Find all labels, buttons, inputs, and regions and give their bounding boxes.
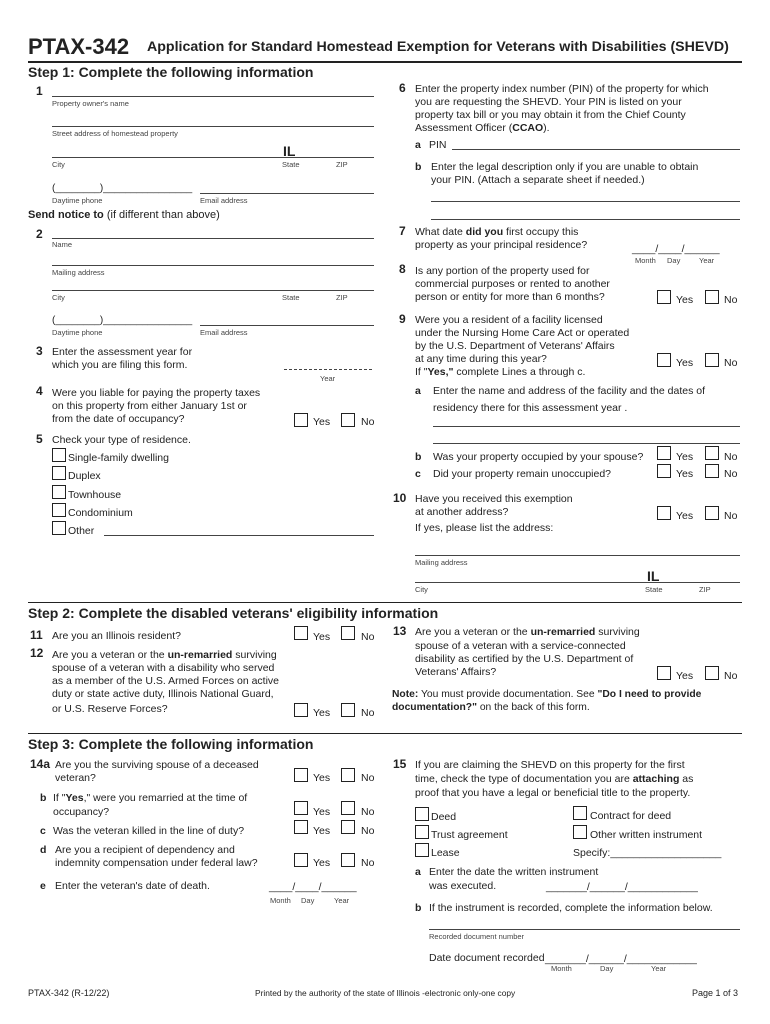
q9-if-yes: [415, 366, 585, 380]
q9b-no-label: No: [724, 451, 738, 463]
facility-input-1[interactable]: [433, 426, 740, 427]
q10-zip-label: ZIP: [699, 585, 711, 594]
occupancy-date-input[interactable]: ____/____/______: [632, 243, 720, 255]
note-link-a: "Do I need to provide: [597, 689, 702, 700]
q15a-text-a: Enter the date the written instrument: [429, 866, 599, 878]
year-label: Year: [320, 374, 336, 383]
doc-contract-checkbox[interactable]: [573, 806, 587, 820]
q4-yes-label: Yes: [313, 416, 331, 428]
q7-text-b: property as your principal residence?: [415, 239, 588, 251]
q14d-letter: d: [40, 844, 47, 856]
q10-state-label: State: [645, 585, 663, 594]
q5-number: 5: [36, 432, 43, 446]
q9-line-4: at any time during this year?: [415, 353, 547, 365]
q11-number: 11: [30, 628, 43, 642]
q13-no-checkbox[interactable]: [705, 666, 719, 680]
q13-line-3: disability as certified by the U.S. Department of: [415, 653, 634, 665]
q7-number: 7: [399, 224, 406, 238]
state-label: State: [282, 160, 300, 169]
q9c-no-label: No: [724, 468, 738, 480]
q10-line-2: at another address?: [415, 506, 509, 518]
notice-email-label: Email address: [200, 328, 248, 337]
q14d-text-a: Are you a recipient of dependency and: [55, 844, 235, 856]
header-rule: [28, 61, 742, 63]
q8-yes-label: Yes: [676, 294, 694, 306]
q9b-yes-checkbox[interactable]: [657, 446, 671, 460]
q6a-letter: a: [415, 139, 421, 151]
doc-contract-label: Contract for deed: [590, 810, 672, 822]
residence-other-checkbox[interactable]: [52, 521, 66, 535]
email-input[interactable]: [200, 193, 374, 194]
q14b-text-a1: If ": [53, 792, 66, 804]
q6-ccao: CCAO: [512, 122, 544, 134]
q12-text-a2: un-remarried: [167, 649, 233, 661]
q15-number: 15: [393, 757, 407, 771]
death-year-label: Year: [334, 896, 350, 905]
q8-number: 8: [399, 262, 406, 276]
q12-line-4: duty or state active duty, Illinois National Guard,: [52, 688, 274, 700]
residence-other-input[interactable]: [104, 535, 374, 536]
residence-condominium-checkbox[interactable]: [52, 503, 66, 517]
q14a-no-label: No: [361, 772, 375, 784]
daytime-phone-input[interactable]: (________)________________: [52, 183, 193, 194]
q9c-no-checkbox[interactable]: [705, 464, 719, 478]
q13-no-label: No: [724, 670, 738, 682]
executed-date-input[interactable]: _______/______/____________: [546, 881, 698, 893]
legal-description-input-1[interactable]: [431, 201, 740, 202]
q4-yes-checkbox[interactable]: [294, 413, 308, 427]
footer-printed: Printed by the authority of the state of Illinois -electronic only-one copy: [255, 988, 516, 998]
q12-line-5: or U.S. Reserve Forces?: [52, 703, 168, 715]
q9c-letter: c: [415, 468, 421, 480]
q9b-no-checkbox[interactable]: [705, 446, 719, 460]
q7-text-a3: first occupy this: [503, 226, 579, 238]
q13-yes-checkbox[interactable]: [657, 666, 671, 680]
q11-yes-label: Yes: [313, 631, 331, 643]
step2-rule: [28, 602, 742, 603]
step3-rule: [28, 733, 742, 734]
q6-line-4a: Assessment Officer (: [415, 122, 513, 134]
q9-yes-checkbox[interactable]: [657, 353, 671, 367]
q14c-text: Was the veteran killed in the line of duty?: [53, 825, 245, 837]
q12-line-3: as a member of the U.S. Armed Forces on active: [52, 675, 280, 687]
q6-line-4c: ).: [543, 122, 550, 134]
q13-number: 13: [393, 624, 407, 638]
q12-text-a3: surviving: [232, 649, 277, 661]
q6-line-3: property tax bill or you may obtain it from the Chief County: [415, 109, 686, 121]
q6-number: 6: [399, 81, 406, 95]
doc-lease-checkbox[interactable]: [415, 843, 429, 857]
q6b-text-a: Enter the legal description only if you are unable to obtain: [431, 161, 699, 173]
q10-yes-label: Yes: [676, 510, 694, 522]
q1-number: 1: [36, 84, 43, 98]
q7-day-label: Day: [667, 256, 681, 265]
footer-form-rev: PTAX-342 (R-12/22): [28, 988, 110, 998]
q14a-text-b: veteran?: [55, 772, 96, 784]
notice-city-input[interactable]: [52, 290, 374, 291]
q3-number: 3: [36, 344, 43, 358]
q6-line-1: Enter the property index number (PIN) of the property for which: [415, 83, 709, 95]
owner-name-label: Property owner's name: [52, 99, 129, 108]
q14c-no-label: No: [361, 825, 375, 837]
daytime-phone-label: Daytime phone: [52, 196, 103, 205]
q14a-number: 14a: [30, 757, 51, 771]
q8-line-1: Is any portion of the property used for: [415, 265, 590, 277]
notice-state-label: State: [282, 293, 300, 302]
q8-yes-checkbox[interactable]: [657, 290, 671, 304]
q9c-yes-checkbox[interactable]: [657, 464, 671, 478]
q10-no-label: No: [724, 510, 738, 522]
send-notice-heading: [28, 209, 220, 223]
q9-if-a: If ": [415, 366, 428, 378]
documentation-note: [392, 688, 701, 702]
notice-email-input[interactable]: [200, 325, 374, 326]
rec-month-label: Month: [551, 964, 572, 973]
specify-input[interactable]: Specify:___________________: [573, 847, 722, 859]
q13-text-a1: Are you a veteran or the: [415, 626, 531, 638]
q8-no-checkbox[interactable]: [705, 290, 719, 304]
residence-single-family-checkbox[interactable]: [52, 448, 66, 462]
doc-trust-label: Trust agreement: [431, 829, 508, 841]
notice-mailing-input[interactable]: [52, 265, 374, 266]
q14d-yes-checkbox[interactable]: [294, 853, 308, 867]
notice-zip-label: ZIP: [336, 293, 348, 302]
q12-yes-label: Yes: [313, 707, 331, 719]
q12-text-a1: Are you a veteran or the: [52, 649, 168, 661]
q11-text: Are you an Illinois resident?: [52, 630, 181, 642]
notice-name-input[interactable]: [52, 238, 374, 239]
q9-if-c: complete Lines a through c.: [453, 366, 586, 378]
q14e-letter: e: [40, 880, 46, 892]
q6b-text-b: your PIN. (Attach a separate sheet if needed.): [431, 174, 645, 186]
q10-line-3: If yes, please list the address:: [415, 522, 554, 534]
q12-yes-checkbox[interactable]: [294, 703, 308, 717]
residence-condominium-label: Condominium: [68, 507, 133, 519]
q14d-no-label: No: [361, 857, 375, 869]
q10-city-label: City: [415, 585, 428, 594]
q13-line-4: Veterans' Affairs?: [415, 666, 497, 678]
street-address-label: Street address of homestead property: [52, 129, 178, 138]
q15b-letter: b: [415, 902, 422, 914]
q7-text-a1: What date: [415, 226, 466, 238]
q4-no-label: No: [361, 416, 375, 428]
death-date-input[interactable]: ____/____/______: [269, 881, 357, 893]
q15-text-a: If you are claiming the SHEVD on this property for the first: [415, 759, 685, 771]
residence-townhouse-checkbox[interactable]: [52, 485, 66, 499]
q14a-no-checkbox[interactable]: [341, 768, 355, 782]
state-value: IL: [283, 143, 296, 159]
q9-line-1: Were you a resident of a facility licensed: [415, 314, 603, 326]
notice-phone-input[interactable]: (________)________________: [52, 315, 193, 326]
q7-month-label: Month: [635, 256, 656, 265]
date-recorded-label: Date document recorded: [429, 952, 545, 964]
doc-other-checkbox[interactable]: [573, 825, 587, 839]
step1-heading: Step 1: Complete the following information: [28, 64, 314, 80]
footer-page: Page 1 of 3: [692, 988, 739, 998]
q10-mailing-label: Mailing address: [415, 558, 468, 567]
q8-no-label: No: [724, 294, 738, 306]
q13-text-a3: surviving: [595, 626, 640, 638]
doc-lease-label: Lease: [431, 847, 460, 859]
pin-input[interactable]: [452, 149, 740, 150]
residence-single-family-label: Single-family dwelling: [68, 452, 169, 464]
q10-number: 10: [393, 491, 407, 505]
form-title: Application for Standard Homestead Exemption for Veterans with Disabilities (SHEVD): [147, 39, 729, 55]
q14a-yes-label: Yes: [313, 772, 331, 784]
q13-yes-label: Yes: [676, 670, 694, 682]
q11-yes-checkbox[interactable]: [294, 626, 308, 640]
q14d-yes-label: Yes: [313, 857, 331, 869]
q3-text-a: Enter the assessment year for: [52, 346, 193, 358]
residence-duplex-label: Duplex: [68, 470, 101, 482]
date-recorded-input[interactable]: _______/______/____________: [545, 953, 697, 965]
doc-trust-checkbox[interactable]: [415, 825, 429, 839]
q14c-yes-checkbox[interactable]: [294, 820, 308, 834]
email-label: Email address: [200, 196, 248, 205]
recorded-doc-input[interactable]: [429, 929, 740, 930]
legal-description-input-2[interactable]: [431, 219, 740, 220]
q14d-text-b: indemnity compensation under federal law?: [55, 857, 258, 869]
q8-line-3: person or entity for more than 6 months?: [415, 291, 605, 303]
step2-heading: Step 2: Complete the disabled veterans' eligibility information: [28, 605, 439, 621]
q15a-letter: a: [415, 866, 421, 878]
q10-line-1: Have you received this exemption: [415, 493, 573, 505]
q14e-text: Enter the veteran's date of death.: [55, 880, 210, 892]
q10-city-input[interactable]: [415, 582, 740, 583]
q15-text-b: [415, 773, 693, 787]
q4-text-c: from the date of occupancy?: [52, 413, 185, 425]
q9-no-checkbox[interactable]: [705, 353, 719, 367]
q14a-text-a: Are you the surviving spouse of a deceased: [55, 759, 259, 771]
zip-label: ZIP: [336, 160, 348, 169]
doc-deed-checkbox[interactable]: [415, 807, 429, 821]
q15b-text: If the instrument is recorded, complete the information below.: [429, 902, 713, 914]
notice-city-label: City: [52, 293, 65, 302]
q11-no-label: No: [361, 631, 375, 643]
doc-deed-label: Deed: [431, 811, 457, 823]
residence-other-label: Other: [68, 525, 95, 537]
q14b-text-a3: ," were you remarried at the time of: [83, 792, 248, 804]
q13-text-a2: un-remarried: [530, 626, 596, 638]
street-address-input[interactable]: [52, 126, 374, 127]
q15-text-c: proof that you have a legal or beneficial title to the property.: [415, 787, 691, 799]
rec-day-label: Day: [600, 964, 614, 973]
q10-no-checkbox[interactable]: [705, 506, 719, 520]
q9-no-label: No: [724, 357, 738, 369]
q9b-text: Was your property occupied by your spouse?: [433, 451, 644, 463]
q14b-text-a: [53, 792, 247, 806]
q12-number: 12: [30, 646, 44, 660]
rec-year-label: Year: [651, 964, 667, 973]
q7-year-label: Year: [699, 256, 715, 265]
q14b-text-b: occupancy?: [53, 806, 110, 818]
q9a-text-b: residency there for this assessment year .: [433, 402, 628, 414]
q9c-yes-label: Yes: [676, 468, 694, 480]
residence-duplex-checkbox[interactable]: [52, 466, 66, 480]
note-bold: Note:: [392, 689, 419, 700]
q15-text-b3: as: [679, 773, 694, 785]
q12-line-2: spouse of a veteran with a disability who served: [52, 662, 275, 674]
q11-no-checkbox[interactable]: [341, 626, 355, 640]
form-id: PTAX-342: [28, 34, 130, 59]
q4-number: 4: [36, 384, 43, 398]
notice-name-label: Name: [52, 240, 73, 249]
q9b-yes-label: Yes: [676, 451, 694, 463]
q15-text-b1: time, check the type of documentation you are: [415, 773, 633, 785]
assessment-year-input[interactable]: [284, 369, 372, 370]
q6b-letter: b: [415, 161, 422, 173]
notice-phone-label: Daytime phone: [52, 328, 103, 337]
q4-text-a: Were you liable for paying the property taxes: [52, 387, 261, 399]
step3-heading: Step 3: Complete the following information: [28, 736, 314, 752]
q9a-letter: a: [415, 385, 421, 397]
q14b-text-a2: Yes: [65, 792, 84, 804]
send-notice-rest: (if different than above): [103, 209, 220, 221]
facility-input-2[interactable]: [433, 443, 740, 444]
q6-line-4: [415, 122, 550, 136]
q9a-text-a: Enter the name and address of the facility and the dates of: [433, 385, 706, 397]
q3-text-b: which you are filing this form.: [52, 359, 188, 371]
q9-if-b: Yes,": [427, 366, 454, 378]
q14b-yes-checkbox[interactable]: [294, 801, 308, 815]
q10-state-value: IL: [647, 568, 660, 584]
q12-no-label: No: [361, 707, 375, 719]
q9b-letter: b: [415, 451, 422, 463]
q14c-yes-label: Yes: [313, 825, 331, 837]
q9-number: 9: [399, 312, 406, 326]
death-day-label: Day: [301, 896, 315, 905]
q4-text-b: on this property from either January 1st or: [52, 400, 247, 412]
q7-text-a2: did you: [465, 226, 504, 238]
city-label: City: [52, 160, 65, 169]
doc-other-label: Other written instrument: [590, 829, 703, 841]
note-text: You must provide documentation. See: [418, 689, 598, 700]
q14b-yes-label: Yes: [313, 806, 331, 818]
owner-name-input[interactable]: [52, 96, 374, 97]
documentation-note-2: [392, 701, 590, 715]
q10-yes-checkbox[interactable]: [657, 506, 671, 520]
q14b-letter: b: [40, 792, 47, 804]
send-notice-bold: Send notice to: [28, 209, 104, 221]
q6a-pin-label: PIN: [429, 139, 447, 151]
residence-townhouse-label: Townhouse: [68, 489, 122, 501]
q12-no-checkbox[interactable]: [341, 703, 355, 717]
q4-no-checkbox[interactable]: [341, 413, 355, 427]
city-input[interactable]: [52, 157, 374, 158]
q14b-no-checkbox[interactable]: [341, 801, 355, 815]
q9-line-2: under the Nursing Home Care Act or operated: [415, 327, 630, 339]
q10-mailing-input[interactable]: [415, 555, 740, 556]
q14a-yes-checkbox[interactable]: [294, 768, 308, 782]
note-end: on the back of this form.: [476, 702, 590, 713]
q13-line-2: spouse of a veteran with a service-connected: [415, 640, 626, 652]
q5-text: Check your type of residence.: [52, 434, 191, 446]
q6-line-2: you are requesting the SHEVD. Your PIN is listed on your: [415, 96, 682, 108]
q15a-text-b: was executed.: [429, 880, 497, 892]
q13-text-a: [415, 626, 640, 640]
death-month-label: Month: [270, 896, 291, 905]
recorded-doc-label: Recorded document number: [429, 932, 525, 941]
q9-line-3: by the U.S. Department of Veterans' Affairs: [415, 340, 615, 352]
q9-yes-label: Yes: [676, 357, 694, 369]
q14c-letter: c: [40, 825, 46, 837]
q7-text-a: [415, 226, 578, 240]
q14d-no-checkbox[interactable]: [341, 853, 355, 867]
q15-text-b2: attaching: [632, 773, 680, 785]
q12-text-a: [52, 649, 277, 663]
q9c-text: Did your property remain unoccupied?: [433, 468, 612, 480]
notice-mailing-label: Mailing address: [52, 268, 105, 277]
q14c-no-checkbox[interactable]: [341, 820, 355, 834]
q8-line-2: commercial purposes or rented to another: [415, 278, 610, 290]
q2-number: 2: [36, 227, 43, 241]
q14b-no-label: No: [361, 806, 375, 818]
note-link-b: documentation?": [392, 702, 477, 713]
